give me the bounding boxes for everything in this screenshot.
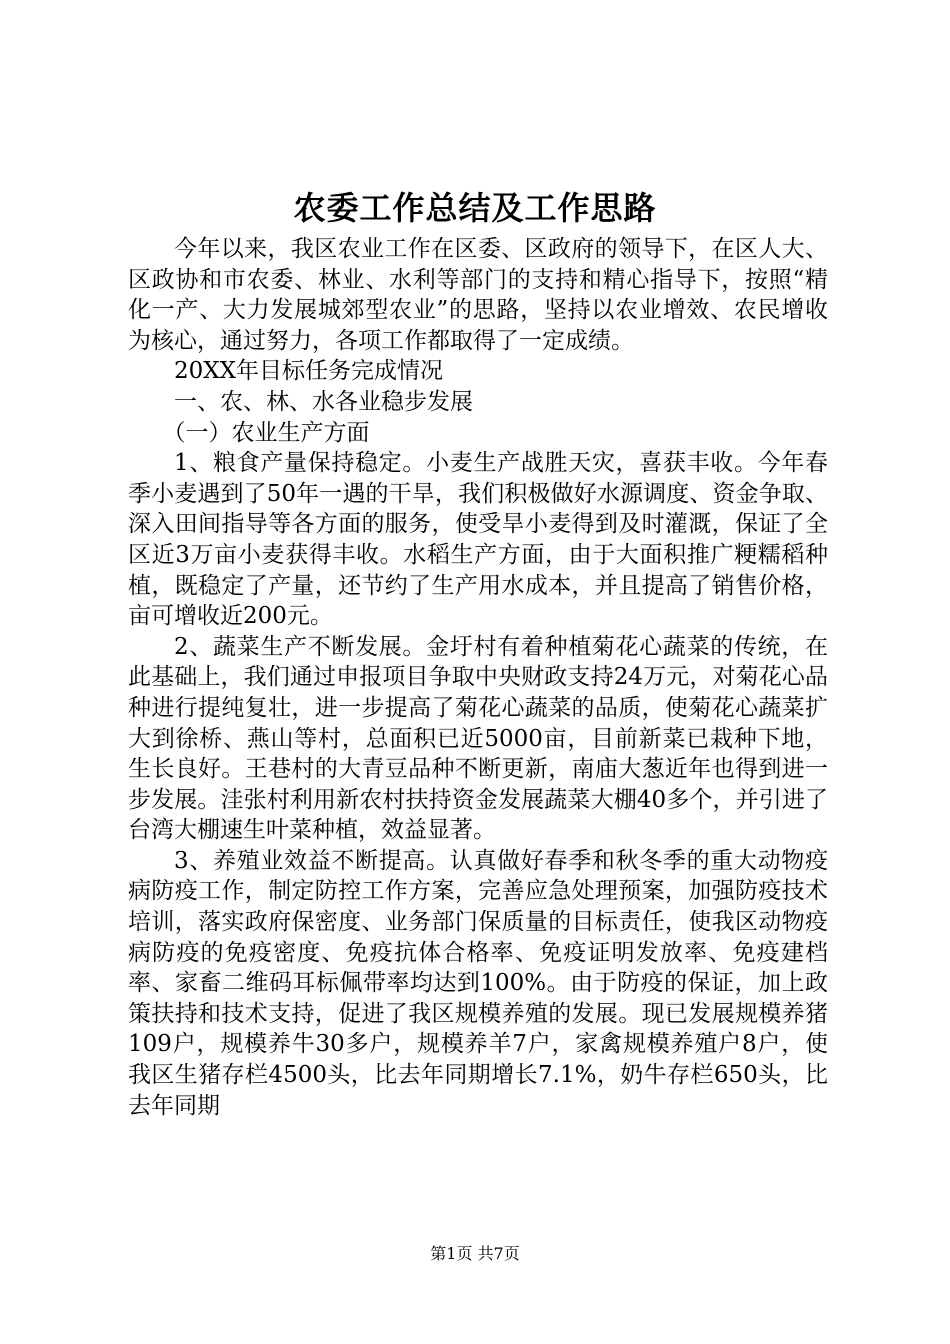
- section-heading-targets: 20XX年目标任务完成情况: [174, 358, 444, 385]
- document-body: [128, 234, 828, 1121]
- paragraph-livestock: 3、养殖业效益不断提高。认真做好春季和秋冬季的重大动物疫病防疫工作，制定防控工作方案，完善应急处理预案，加强防疫技术培训，落实政府保密度、业务部门保质量的目标责任，使我区动物疫病防疫的免疫密度、免疫抗体合格率、免疫证明发放率、免疫建档率、家畜二维码耳标佩带率均达到100%。由于防疫的保证，加上政策扶持和技术支持，促进了我区规模养殖的发展。现已发展规模养猪109户，规模养牛30多户，规模养羊7户，家禽规模养殖户8户，使我区生猪存栏4500头，比去年同期增长7.1%，奶牛存栏650头，比去年同期: [128, 847, 828, 1119]
- document-title: 农委工作总结及工作思路: [293, 189, 657, 227]
- paragraph-grain: 1、粮食产量保持稳定。小麦生产战胜天灾，喜获丰收。今年春季小麦遇到了50年一遇的干旱，我们积极做好水源调度、资金争取、深入田间指导等各方面的服务，使受旱小麦得到及时灌溉，保证了全区近3万亩小麦获得丰收。水稻生产方面，由于大面积推广粳糯稻种植，既稳定了产量，还节约了生产用水成本，并且提高了销售价格，亩可增收近200元。: [128, 450, 828, 630]
- page-footer: 第1页 共7页: [430, 1244, 520, 1263]
- paragraph-vegetables: 2、蔬菜生产不断发展。金圩村有着种植菊花心蔬菜的传统，在此基础上，我们通过申报项目争取中央财政支持24万元，对菊花心品种进行提纯复壮，进一步提高了菊花心蔬菜的品质，使菊花心蔬菜扩大到徐桥、燕山等村，总面积已近5000亩，目前新菜已栽种下地，生长良好。王巷村的大青豆品种不断更新，南庙大葱近年也得到进一步发展。洼张村利用新农村扶持资金发展蔬菜大棚40多个，并引进了台湾大棚速生叶菜种植，效益显著。: [128, 633, 828, 844]
- section-heading-agriculture: 一、农、林、水各业稳步发展: [174, 388, 473, 415]
- intro-paragraph: 今年以来，我区农业工作在区委、区政府的领导下，在区人大、区政协和市农委、林业、水利等部门的支持和精心指导下，按照“精化一产、大力发展城郊型农业”的思路，坚持以农业增效、农民增收为核心，通过努力，各项工作都取得了一定成绩。: [128, 236, 828, 354]
- subsection-heading-production: （一）农业生产方面: [162, 419, 370, 446]
